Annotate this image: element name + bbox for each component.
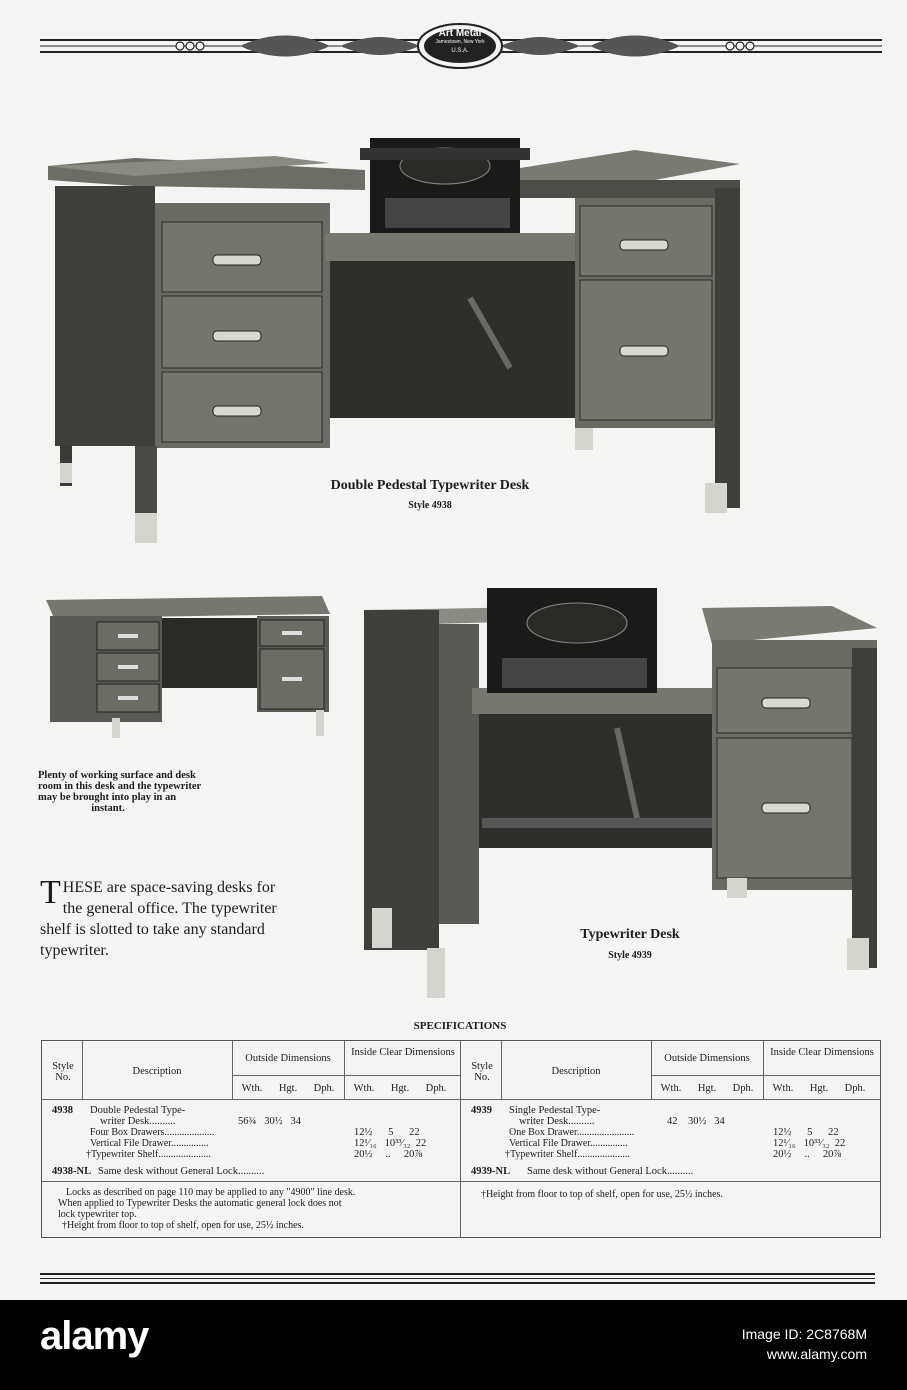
spec-row-vals: 56¾ 30½ 34 bbox=[238, 1116, 301, 1127]
hdr-outside: Outside Dimensions bbox=[245, 1053, 331, 1064]
spec-style-4938-nl: 4938-NL bbox=[52, 1166, 92, 1177]
spec-row: Vertical File Drawer............... bbox=[90, 1138, 209, 1149]
hdr-hgt-r2: Hgt. bbox=[809, 1083, 829, 1094]
product-1-title: Double Pedestal Typewriter Desk bbox=[330, 478, 530, 493]
spec-style-4939: 4939 bbox=[471, 1105, 492, 1116]
spec-nl-desc: Same desk without General Lock.......... bbox=[98, 1166, 265, 1177]
spec-row-vals: 12½ 5 22 bbox=[773, 1127, 839, 1138]
hdr-inside: Inside Clear Dimensions bbox=[351, 1047, 455, 1058]
spec-right-half bbox=[461, 1041, 880, 1237]
small-desk-caption bbox=[38, 770, 258, 814]
spec-row: One Box Drawer....................... bbox=[509, 1127, 635, 1138]
spec-row-vals: 42 30½ 34 bbox=[667, 1116, 725, 1127]
image-id: Image ID: 2C8768M bbox=[741, 1326, 867, 1342]
spec-note: lock typewriter top. bbox=[58, 1209, 137, 1220]
site-url: www.alamy.com bbox=[766, 1346, 867, 1362]
spec-row: †Typewriter Shelf..................... bbox=[86, 1149, 211, 1160]
spec-style-4938: 4938 bbox=[52, 1105, 73, 1116]
spec-note-r: †Height from floor to top of shelf, open for use, 25½ inches. bbox=[481, 1189, 723, 1200]
spec-row: †Typewriter Shelf..................... bbox=[505, 1149, 630, 1160]
image-id-block bbox=[742, 1324, 867, 1364]
bottom-rule-3 bbox=[40, 1282, 875, 1284]
spec-row: writer Desk.......... bbox=[519, 1116, 595, 1127]
hdr-description-r: Description bbox=[551, 1066, 601, 1077]
spec-nl-desc-r: Same desk without General Lock.......... bbox=[527, 1166, 694, 1177]
bottom-rule bbox=[40, 1273, 875, 1275]
specifications-table bbox=[41, 1040, 881, 1238]
spec-row: Double Pedestal Type- bbox=[90, 1105, 186, 1116]
hdr-hgt: Hgt. bbox=[278, 1083, 298, 1094]
spec-row-vals: 12½ 5 22 bbox=[354, 1127, 420, 1138]
hdr-style-no-r: Style No. bbox=[471, 1061, 493, 1083]
spec-note: When applied to Typewriter Desks the automatic general lock does not bbox=[58, 1198, 342, 1209]
hdr-dph-r2: Dph. bbox=[844, 1083, 866, 1094]
hdr-inside-r: Inside Clear Dimensions bbox=[770, 1047, 874, 1058]
hdr-wth-2: Wth. bbox=[353, 1083, 375, 1094]
alamy-logo: alamy bbox=[40, 1314, 149, 1358]
intro-line-3: shelf is slotted to take any standard bbox=[40, 921, 265, 938]
spec-row-vals: 20½ .. 20⅞ bbox=[773, 1149, 842, 1160]
emblem-line-2: Jamestown, New York bbox=[435, 39, 485, 45]
intro-line-2: the general office. The typewriter bbox=[62, 900, 277, 917]
spec-style-4939-nl: 4939-NL bbox=[471, 1166, 511, 1177]
hdr-hgt-r: Hgt. bbox=[697, 1083, 717, 1094]
spec-row-vals: 20½ .. 20⅞ bbox=[354, 1149, 423, 1160]
product-1-style: Style 4938 bbox=[408, 500, 452, 511]
hdr-style-no: Style No. bbox=[52, 1061, 74, 1083]
hdr-outside-r: Outside Dimensions bbox=[664, 1053, 750, 1064]
spec-left-half bbox=[42, 1041, 460, 1237]
hdr-dph-2: Dph. bbox=[425, 1083, 447, 1094]
product-2-title: Typewriter Desk bbox=[580, 927, 680, 942]
hdr-description: Description bbox=[132, 1066, 182, 1077]
caption-line-3: may be brought into play in an bbox=[38, 792, 177, 803]
hdr-dph-r: Dph. bbox=[732, 1083, 754, 1094]
caption-line-2: room in this desk and the typewriter bbox=[38, 781, 202, 792]
hdr-wth: Wth. bbox=[241, 1083, 263, 1094]
spec-row: Vertical File Drawer............... bbox=[509, 1138, 628, 1149]
bottom-rule-2 bbox=[40, 1278, 875, 1279]
spec-row: Four Box Drawers.................... bbox=[90, 1127, 215, 1138]
product-2-style: Style 4939 bbox=[608, 950, 652, 961]
hdr-dph: Dph. bbox=[313, 1083, 335, 1094]
intro-paragraph bbox=[40, 874, 350, 961]
intro-line-1: HESE are space-saving desks for bbox=[62, 879, 276, 896]
spec-note: Locks as described on page 110 may be applied to any "4900" line desk. bbox=[66, 1187, 356, 1198]
spec-row-vals: 12¹⁄₁₆ 10³³⁄₃₂ 22 bbox=[773, 1138, 846, 1149]
hdr-hgt-2: Hgt. bbox=[390, 1083, 410, 1094]
spec-row: writer Desk.......... bbox=[100, 1116, 176, 1127]
hdr-wth-r: Wth. bbox=[660, 1083, 682, 1094]
spec-row: Single Pedestal Type- bbox=[509, 1105, 601, 1116]
spec-note: †Height from floor to top of shelf, open for use, 25½ inches. bbox=[62, 1220, 304, 1231]
small-desk-illustration bbox=[42, 592, 334, 742]
caption-line-4: instant. bbox=[91, 803, 125, 814]
header-emblem bbox=[424, 29, 496, 56]
hdr-wth-r2: Wth. bbox=[772, 1083, 794, 1094]
spec-row-vals: 12¹⁄₁₆ 10³³⁄₃₂ 22 bbox=[354, 1138, 427, 1149]
emblem-line-1: Art Metal bbox=[438, 28, 482, 39]
caption-line-1: Plenty of working surface and desk bbox=[38, 770, 196, 781]
emblem-line-3: U.S.A. bbox=[451, 48, 469, 54]
intro-line-4: typewriter. bbox=[40, 942, 109, 959]
specifications-title: SPECIFICATIONS bbox=[413, 1020, 507, 1032]
stock-footer-bar bbox=[0, 1300, 907, 1390]
intro-dropcap: T bbox=[40, 874, 61, 911]
